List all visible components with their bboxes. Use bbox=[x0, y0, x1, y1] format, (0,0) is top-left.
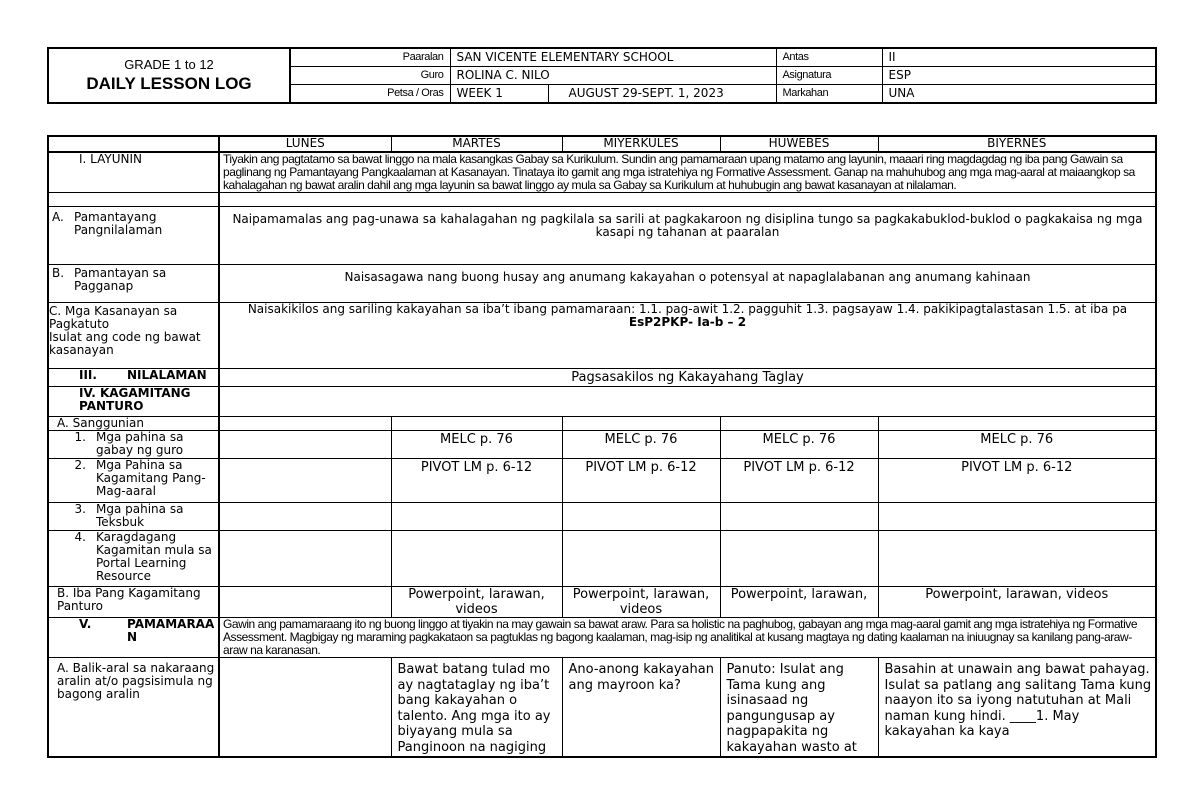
item-cell: PIVOT LM p. 6-12 bbox=[391, 459, 562, 503]
empty-cell bbox=[219, 417, 391, 431]
kagamitang-label: IV. KAGAMITANG PANTURO bbox=[48, 387, 219, 417]
kasanayan-sublabel: Isulat ang code ng bawat kasanayan bbox=[49, 330, 201, 357]
day-lunes: LUNES bbox=[219, 136, 391, 152]
item-cell bbox=[562, 503, 720, 531]
item-cell bbox=[391, 531, 562, 587]
grade-label: GRADE 1 to 12 bbox=[124, 56, 214, 72]
layunin-text: Tiyakin ang pagtatamo sa bawat linggo na mala kasangkas Gabay sa Kurikulum. Sundin ang pamamaraan upang matamo ang layunin, maaari ring magdagdag ng iba pang Gawain sa paglinang ng Pamantayang Pangkaalaman at Kasanayan. Tinataya ito gamit ang mga istratehiya ng Formative Assessment. Ganap na mahuhubog ang mga mag-aaral at maiaangkop sa kahalagahan ng bawat aralin dahil ang mga layunin sa bawat linggo ay mula sa Gabay sa Kurikulum at huhubugin ang bawat kasanayan at nilalaman. bbox=[219, 152, 1156, 193]
item-cell bbox=[219, 431, 391, 459]
document-title: DAILY LESSON LOG bbox=[86, 73, 252, 93]
item-cell bbox=[878, 531, 1156, 587]
item-cell bbox=[219, 503, 391, 531]
kagamitang-row bbox=[48, 387, 1156, 417]
lesson-log-table bbox=[47, 135, 1157, 758]
spacer-cell bbox=[219, 193, 1156, 207]
pamamaraan-row bbox=[48, 618, 1156, 658]
sanggunian-item-label-cell bbox=[48, 503, 219, 531]
item-cell bbox=[720, 503, 878, 531]
pamantayan-sa-pagganap-row bbox=[48, 265, 1156, 303]
header-table bbox=[47, 47, 1157, 104]
item-cell: PIVOT LM p. 6-12 bbox=[562, 459, 720, 503]
item-label: Karagdagang Kagamitan mula sa Portal Learning Resource bbox=[96, 530, 212, 583]
iba-pang-cell: Powerpoint, larawan, videos bbox=[391, 587, 562, 618]
iba-pang-row bbox=[48, 587, 1156, 618]
sanggunian-label: A. Sanggunian bbox=[48, 417, 219, 431]
layunin-label: I. LAYUNIN bbox=[48, 152, 219, 193]
day-miyerkules: MIYERKULES bbox=[562, 136, 720, 152]
pamantayang-pangnilalaman-label: Pamantayang Pangnilalaman bbox=[74, 210, 163, 237]
layunin-spacer-row bbox=[48, 193, 1156, 207]
day-biyernes: BIYERNES bbox=[878, 136, 1156, 152]
sanggunian-row bbox=[48, 417, 1156, 431]
kasanayan-code: EsP2PKP- Ia-b – 2 bbox=[628, 315, 747, 329]
nilalaman-text: Pagsasakilos ng Kakayahang Taglay bbox=[219, 369, 1156, 387]
kasanayan-row bbox=[48, 303, 1156, 369]
pamantayang-pangnilalaman-text: Naipamamalas ang pag-unawa sa kahalagahan ng pagkilala sa sarili at pagkakaroon ng disiplina tungo sa pagkakabuklod-buklod o pagkakaisa ng mga kasapi ng tahanan at paaralan bbox=[219, 207, 1156, 265]
guro-value: ROLINA C. NILO bbox=[450, 67, 776, 85]
day-header-row bbox=[48, 136, 1156, 152]
nilalaman-row bbox=[48, 369, 1156, 387]
item-number: 2. bbox=[74, 458, 86, 472]
iba-pang-cell bbox=[219, 587, 391, 618]
pamantayan-sa-pagganap-label-cell bbox=[48, 265, 219, 303]
layunin-row bbox=[48, 152, 1156, 193]
iba-pang-label: B. Iba Pang Kagamitang Panturo bbox=[48, 587, 219, 618]
pamamaraan-label-cell bbox=[48, 618, 219, 658]
markahan-value: UNA bbox=[882, 85, 1156, 104]
kasanayan-text-cell bbox=[219, 303, 1156, 369]
sanggunian-item-label-cell bbox=[48, 431, 219, 459]
item-cell bbox=[878, 503, 1156, 531]
balik-aral-label: A. Balik-aral sa nakaraang aralin at/o pagsisimula ng bagong aralin bbox=[48, 658, 219, 757]
sanggunian-item-label-cell bbox=[48, 531, 219, 587]
empty-cell bbox=[562, 417, 720, 431]
balik-aral-cell: Panuto: Isulat ang Tama kung ang isinasaad ng pangungusap ay nagpapakita ng kakayahan wasto at bbox=[720, 658, 878, 757]
markahan-label: Markahan bbox=[776, 85, 882, 104]
kasanayan-label-cell bbox=[48, 303, 219, 369]
pamantayan-sa-pagganap-label: Pamantayan sa Pagganap bbox=[74, 266, 167, 293]
item-label: Mga pahina sa Teksbuk bbox=[96, 502, 184, 529]
nilalaman-label-cell bbox=[48, 369, 219, 387]
empty-cell bbox=[720, 417, 878, 431]
sanggunian-item-label-cell bbox=[48, 459, 219, 503]
balik-aral-cell: Ano-anong kakayahan ang mayroon ka? bbox=[562, 658, 720, 757]
item-cell: MELC p. 76 bbox=[720, 431, 878, 459]
section-number: III. bbox=[79, 368, 97, 382]
section-letter: A. bbox=[52, 210, 64, 224]
item-cell: MELC p. 76 bbox=[391, 431, 562, 459]
item-cell bbox=[219, 531, 391, 587]
iba-pang-cell: Powerpoint, larawan, bbox=[720, 587, 878, 618]
petsa-label: Petsa / Oras bbox=[290, 85, 450, 104]
item-cell: PIVOT LM p. 6-12 bbox=[878, 459, 1156, 503]
pamamaraan-label: PAMAMARAAN bbox=[127, 617, 215, 644]
antas-value: II bbox=[882, 48, 1156, 67]
asignatura-value: ESP bbox=[882, 67, 1156, 85]
iba-pang-cell: Powerpoint, larawan, videos bbox=[562, 587, 720, 618]
item-cell bbox=[562, 531, 720, 587]
empty-cell bbox=[391, 417, 562, 431]
sanggunian-item-row bbox=[48, 431, 1156, 459]
week-value: WEEK 1 bbox=[450, 85, 548, 104]
balik-aral-cell bbox=[219, 658, 391, 757]
item-cell bbox=[720, 531, 878, 587]
nilalaman-label: NILALAMAN bbox=[127, 368, 207, 382]
day-martes: MARTES bbox=[391, 136, 562, 152]
sanggunian-item-row bbox=[48, 531, 1156, 587]
item-number: 1. bbox=[74, 430, 86, 444]
item-number: 3. bbox=[74, 502, 86, 516]
item-cell bbox=[219, 459, 391, 503]
balik-aral-cell: Basahin at unawain ang bawat pahayag. Isulat sa patlang ang salitang Tama kung naayon ito sa iyong natutuhan at Mali naman kung hindi. ____1. May kakayahan ka kaya bbox=[878, 658, 1156, 757]
pamamaraan-text: Gawin ang pamamaraang ito ng buong linggo at tiyakin na may gawain sa bawat araw. Para sa holistic na paghubog, gabayan ang mga mag-aaral gamit ang mga istratehiya ng Formative Assessment. Magbigay ng maraming pagkakataon sa pagtuklas ng bagong kaalaman, mag-isip ng analitikal at kusang magtaya ng dating kaalaman na iniuugnay sa kanilang pang-araw-araw na karanasan. bbox=[219, 618, 1156, 658]
pamantayan-sa-pagganap-text: Naisasagawa nang buong husay ang anumang kakayahan o potensyal at napaglalabanan ang anumang kahinaan bbox=[219, 265, 1156, 303]
kasanayan-text: Naisakikilos ang sariling kakayahan sa iba’t ibang pamamaraan: 1.1. pag-awit 1.2. pagguhit 1.3. pagsayaw 1.4. pakikipagtalastasan 1.5. at iba pa bbox=[247, 302, 1128, 316]
sanggunian-item-row bbox=[48, 503, 1156, 531]
paaralan-value: SAN VICENTE ELEMENTARY SCHOOL bbox=[450, 48, 776, 67]
section-letter: B. bbox=[52, 266, 65, 280]
item-cell: MELC p. 76 bbox=[878, 431, 1156, 459]
item-label: Mga pahina sa gabay ng guro bbox=[96, 430, 184, 457]
asignatura-label: Asignatura bbox=[776, 67, 882, 85]
item-cell: PIVOT LM p. 6-12 bbox=[720, 459, 878, 503]
section-number: V. bbox=[79, 617, 92, 631]
day-header-blank bbox=[48, 136, 219, 152]
pamantayang-pangnilalaman-row bbox=[48, 207, 1156, 265]
iba-pang-cell: Powerpoint, larawan, videos bbox=[878, 587, 1156, 618]
spacer-cell bbox=[48, 193, 219, 207]
balik-aral-cell: Bawat batang tulad mo ay nagtataglay ng iba’t bang kakayahan o talento. Ang mga ito ay biyayang mula sa Panginoon na nagiging bbox=[391, 658, 562, 757]
paaralan-label: Paaralan bbox=[290, 48, 450, 67]
date-value: AUGUST 29-SEPT. 1, 2023 bbox=[548, 85, 776, 104]
item-cell: MELC p. 76 bbox=[562, 431, 720, 459]
item-number: 4. bbox=[74, 530, 86, 544]
antas-label: Antas bbox=[776, 48, 882, 67]
sanggunian-item-row bbox=[48, 459, 1156, 503]
guro-label: Guro bbox=[290, 67, 450, 85]
balik-aral-row bbox=[48, 658, 1156, 757]
empty-cell bbox=[219, 387, 1156, 417]
item-cell bbox=[391, 503, 562, 531]
header-title-cell bbox=[48, 48, 290, 103]
pamantayang-pangnilalaman-label-cell bbox=[48, 207, 219, 265]
kasanayan-label: C. Mga Kasanayan sa Pagkatuto bbox=[49, 304, 178, 331]
empty-cell bbox=[878, 417, 1156, 431]
day-huwebes: HUWEBES bbox=[720, 136, 878, 152]
item-label: Mga Pahina sa Kagamitang Pang-Mag-aaral bbox=[96, 458, 206, 498]
